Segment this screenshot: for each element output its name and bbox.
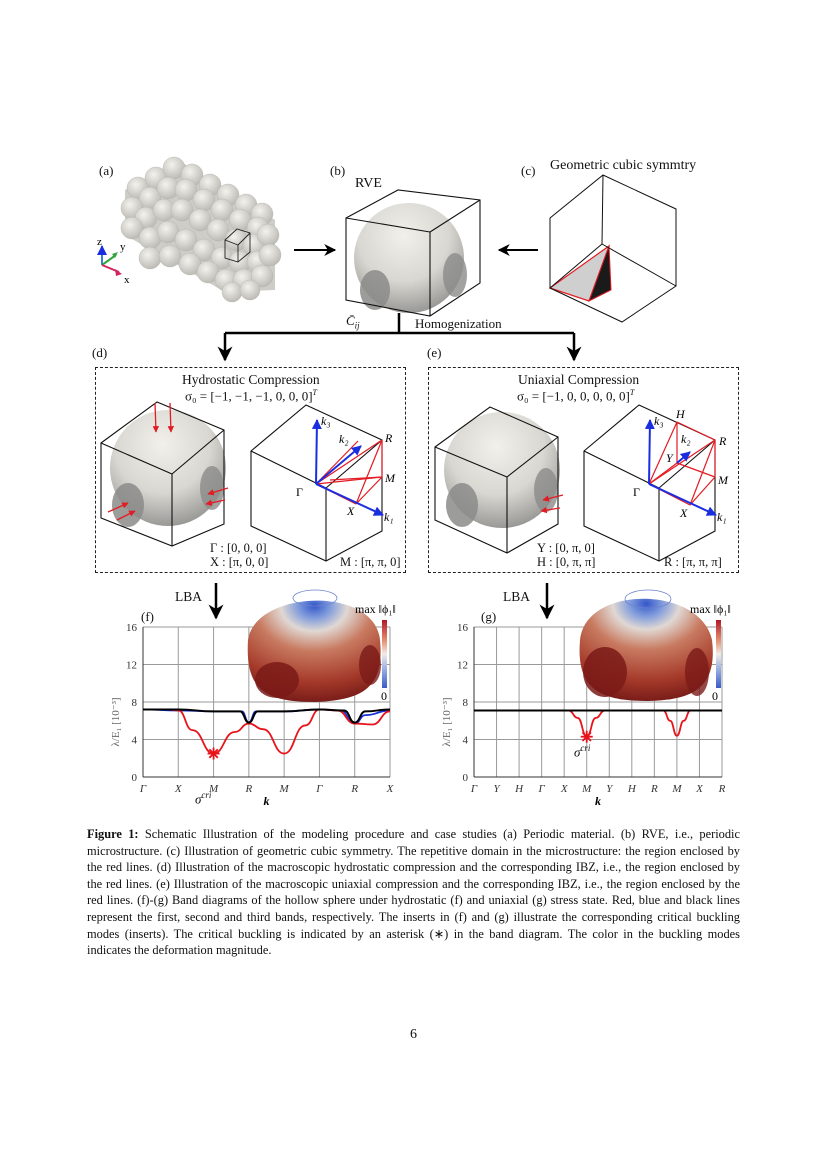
svg-text:M: M (279, 783, 289, 795)
svg-text:M: M (672, 783, 682, 795)
svg-text:H: H (627, 783, 636, 795)
panel-a-label: (a) (99, 163, 114, 178)
svg-text:k₂: k₂ (681, 432, 691, 446)
svg-text:x: x (124, 274, 130, 286)
svg-text:k₁: k₁ (384, 510, 394, 524)
svg-text:R: R (718, 783, 726, 795)
svg-text:0: 0 (131, 772, 137, 784)
svg-text:M: M (718, 473, 728, 487)
panel-c-label: (c) (521, 163, 536, 178)
panel-e-title: Uniaxial Compression (518, 372, 640, 387)
svg-text:X: X (174, 783, 182, 795)
svg-text:0: 0 (712, 689, 718, 703)
page-number: 6 (410, 1027, 417, 1042)
panel-f-lba-label: LBA (175, 589, 202, 604)
homogenized-tensor-label: $C̄_{ij}$ (346, 313, 360, 331)
panel-d-title: Hydrostatic Compression (182, 372, 320, 387)
svg-text:X: X (347, 504, 355, 518)
panel-b-label: (b) (330, 163, 346, 178)
svg-text:k₂: k₂ (339, 432, 349, 446)
svg-text:y: y (120, 241, 126, 253)
panel-d-coord-m: M : [π, π, 0] (340, 555, 401, 569)
svg-text:16: 16 (126, 622, 137, 634)
panel-e-stress: σ₀ = [−1, 0, 0, 0, 0, 0]$^T$ (517, 388, 635, 404)
svg-text:16: 16 (457, 622, 468, 634)
svg-text:M: M (208, 783, 219, 795)
panel-e-coord-h: H : [0, π, π] (537, 555, 596, 569)
svg-text:R: R (385, 431, 393, 445)
svg-text:Γ: Γ (139, 783, 147, 795)
panel-e-coord-r: R : [π, π, π] (664, 555, 722, 569)
svg-text:max ‖ϕ₁‖: max ‖ϕ₁‖ (690, 602, 731, 616)
svg-text:12: 12 (457, 659, 468, 672)
svg-text:8: 8 (131, 697, 137, 709)
panel-d-label: (d) (92, 345, 108, 360)
svg-text:k: k (263, 794, 270, 808)
svg-text:k: k (595, 794, 601, 808)
svg-text:Γ: Γ (316, 783, 323, 795)
svg-text:Y: Y (606, 783, 613, 795)
svg-text:8: 8 (462, 697, 468, 709)
panel-g-lba-label: LBA (503, 589, 530, 604)
svg-text:4: 4 (131, 734, 137, 747)
panel-g-label: (g) (481, 609, 497, 624)
critical-label-f: $\sigma^{cri}$ (195, 790, 212, 807)
svg-text:Y: Y (493, 783, 500, 795)
colorbar-f (382, 620, 387, 688)
svg-text:0: 0 (462, 772, 468, 784)
svg-text:Γ: Γ (633, 485, 640, 499)
colorbar-g (716, 620, 721, 688)
caption-text: Schematic Illustration of the modeling procedure and case studies (a) Periodic material. (b) RVE, i.e., periodic microstructure. (c) Illustration of geometric cubic symmetry. The repetitive domain in the microstructure: the region enclosed by the red lines. (d) Illustration of the macroscopic hydrostatic compression and the corresponding IBZ, i.e., the region enclosed by the red lines. (e) Illustration of the macroscopic uniaxial compression and the corresponding IBZ, i.e., the region enclosed by the red lines. (f)-(g) Band diagrams of the hollow sphere under hydrostatic (f) and uniaxial (g) stress state. Red, blue and black lines represent the first, second and third bands, respectively. The inserts in (f) and (g) illustrate the corresponding critical buckling modes (inserts). The critical buckling is indicated by an asterisk (∗) in the band diagram. The color in the buckling modes indicates the deformation magnitude. (87, 827, 740, 958)
svg-text:k₃: k₃ (654, 414, 664, 428)
svg-text:Γ: Γ (538, 783, 545, 795)
svg-text:λ/E₁ [10⁻³]: λ/E₁ [10⁻³] (441, 697, 453, 747)
caption-prefix: Figure 1: (87, 827, 139, 841)
svg-text:X: X (386, 783, 394, 795)
svg-text:R: R (719, 434, 727, 448)
svg-text:X: X (560, 783, 568, 795)
svg-text:k₃: k₃ (321, 414, 331, 428)
svg-text:M: M (385, 471, 395, 485)
svg-text:Y: Y (666, 451, 673, 465)
svg-text:Γ: Γ (296, 485, 303, 499)
svg-text:λ/E₁ [10⁻³]: λ/E₁ [10⁻³] (110, 697, 122, 747)
panel-b-title: RVE (355, 176, 382, 191)
svg-text:X: X (696, 783, 703, 795)
panel-c-title: Geometric cubic symmtry (550, 158, 697, 173)
svg-text:R: R (650, 783, 658, 795)
panel-d-coord-x: X : [π, 0, 0] (210, 555, 269, 569)
svg-text:H: H (676, 407, 685, 421)
svg-text:X: X (680, 506, 688, 520)
svg-text:R: R (245, 783, 253, 795)
svg-text:4: 4 (462, 734, 468, 747)
svg-text:M: M (582, 783, 592, 795)
panel-e-label: (e) (427, 345, 442, 360)
figure-caption (87, 826, 740, 959)
svg-text:z: z (97, 236, 102, 248)
svg-text:0: 0 (381, 689, 387, 703)
svg-text:k₁: k₁ (717, 510, 727, 524)
svg-text:12: 12 (126, 659, 137, 672)
critical-label-g: $\sigma^{cri}$ (574, 743, 591, 760)
panel-f-label: (f) (141, 609, 154, 624)
homogenization-label: Homogenization (415, 316, 502, 331)
svg-text:R: R (351, 783, 359, 795)
svg-text:H: H (515, 783, 524, 795)
svg-text:max ‖ϕ₁‖: max ‖ϕ₁‖ (355, 602, 396, 616)
panel-e-coord-y: Y : [0, π, 0] (537, 541, 595, 555)
panel-d-coord-gamma: Γ : [0, 0, 0] (210, 541, 267, 555)
svg-text:Γ: Γ (470, 783, 478, 795)
panel-d-stress: σ₀ = [−1, −1, −1, 0, 0, 0]$^T$ (185, 388, 317, 404)
